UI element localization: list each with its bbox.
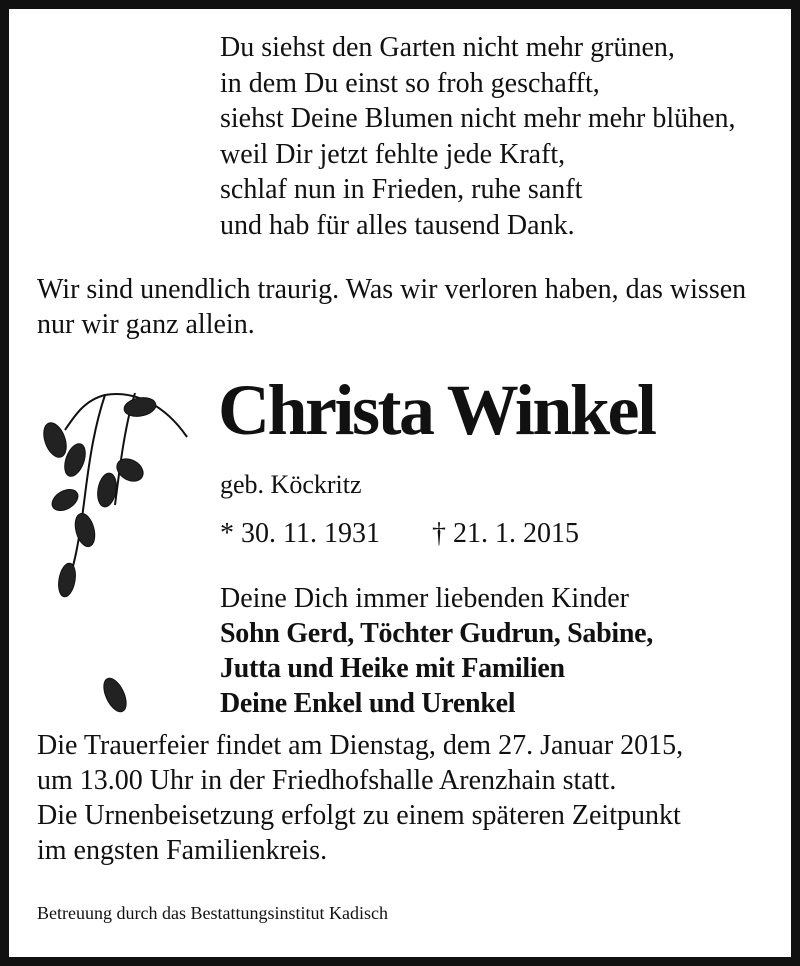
poem-line: schlaf nun in Frieden, ruhe sanft	[220, 174, 583, 205]
poem-line: in dem Du einst so froh geschafft,	[220, 67, 600, 99]
deceased-name: Christa Winkel	[218, 370, 655, 450]
funeral-line: im engsten Familienkreis.	[37, 835, 328, 866]
mourner-line: Jutta und Heike mit Familien	[220, 653, 565, 684]
poem-line: siehst Deine Blumen nicht mehr mehr blühen,	[220, 103, 736, 134]
funeral-info	[37, 728, 683, 868]
mourners-intro: Deine Dich immer liebenden Kinder	[220, 583, 629, 614]
funeral-home-credit: Betreuung durch das Bestattungsinstitut Kadisch	[37, 903, 388, 923]
life-dates	[220, 518, 579, 550]
poem-line: Du siehst den Garten nicht mehr grünen,	[220, 32, 675, 63]
birth-name: geb. Köckritz	[220, 470, 362, 499]
mourner-line: Sohn Gerd, Töchter Gudrun, Sabine,	[220, 618, 653, 649]
funeral-line: um 13.00 Uhr in der Friedhofshalle Arenzhain statt.	[37, 765, 617, 796]
intro-text	[37, 272, 746, 342]
poem-line: und hab für alles tausend Dank.	[220, 209, 575, 241]
intro-line: Wir sind unendlich traurig. Was wir verloren haben, das wissen	[37, 274, 747, 305]
poem	[220, 30, 736, 243]
intro-line: nur wir ganz allein.	[37, 309, 255, 340]
mourner-line: Deine Enkel und Urenkel	[220, 688, 516, 719]
funeral-line: Die Trauerfeier findet am Dienstag, dem 27. Januar 2015,	[37, 730, 684, 761]
leaf-branch-illustration	[35, 385, 195, 735]
birth-date: * 30. 11. 1931	[220, 518, 380, 549]
mourners	[220, 581, 653, 721]
funeral-line: Die Urnenbeisetzung erfolgt zu einem späteren Zeitpunkt	[37, 800, 681, 831]
death-date: † 21. 1. 2015	[432, 518, 579, 549]
poem-line: weil Dir jetzt fehlte jede Kraft,	[220, 138, 566, 170]
